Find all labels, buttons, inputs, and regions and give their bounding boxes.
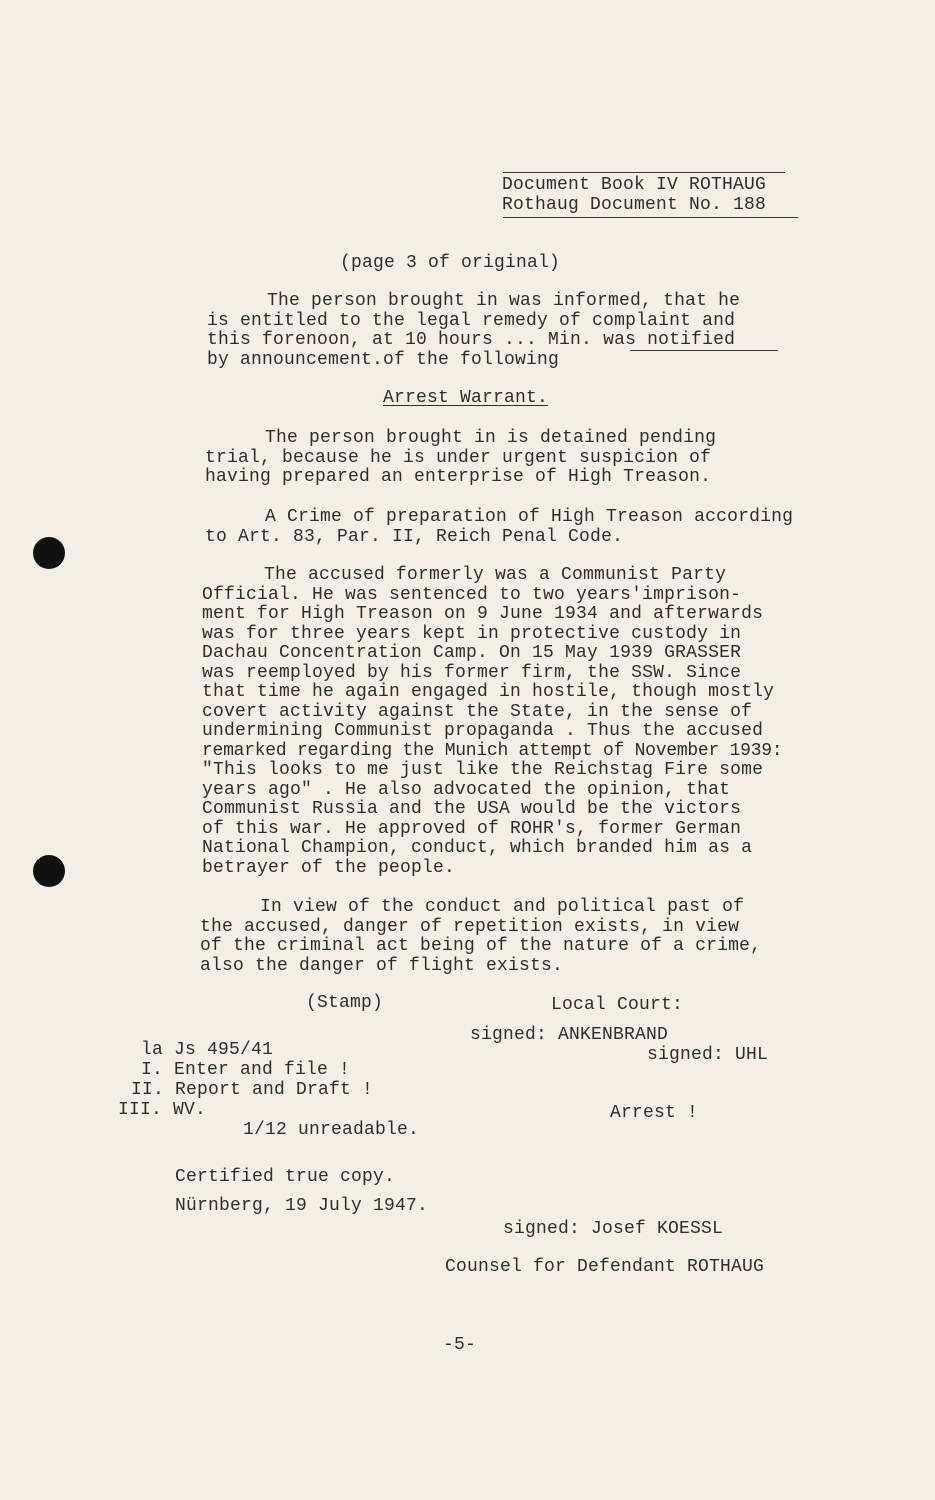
header-document-number: Rothaug Document No. 188 (502, 195, 767, 215)
certified-true-copy: Certified true copy. (175, 1167, 396, 1187)
text-line: The person brought in was informed, that he (267, 291, 741, 311)
paragraph-complaint-notice (207, 292, 740, 370)
text-line: this forenoon, at 10 hours ... Min. was notified (207, 330, 736, 350)
header-top-rule (503, 172, 785, 173)
text-line: having prepared an enterprise of High Treason. (205, 467, 712, 487)
arrest-warrant-heading: Arrest Warrant. (383, 388, 549, 408)
paragraph-danger (200, 898, 761, 976)
text-line: was reemployed by his former firm, the SSW. Since (202, 662, 742, 683)
unreadable-note: 1/12 unreadable. (243, 1120, 420, 1140)
punch-hole-bottom (33, 855, 65, 887)
text-line: Dachau Concentration Camp. On 15 May 1939 GRASSER (202, 643, 742, 663)
text-line: The accused formerly was a Communist Party (264, 565, 727, 585)
arrest-note: Arrest ! (610, 1103, 699, 1123)
text-line: A Crime of preparation of High Treason according (265, 507, 794, 527)
text-line: Official. He was sentenced to two years'imprison- (202, 584, 742, 605)
page-reference: (page 3 of original) (340, 253, 561, 273)
text-line: covert activity against the State, in the sense of (202, 701, 753, 722)
local-court-label: Local Court: (551, 995, 684, 1015)
text-line: betrayer of the people. (202, 857, 456, 878)
text-line: that time he again engaged in hostile, though mostly (202, 682, 775, 702)
signature-koessl: signed: Josef KOESSL (503, 1219, 724, 1239)
punch-hole-top (33, 537, 65, 569)
instruction-3: III. WV. (118, 1100, 207, 1120)
stamp-label: (Stamp) (306, 993, 384, 1013)
instruction-1: I. Enter and file ! (141, 1060, 351, 1080)
text-line: undermining Communist propaganda . Thus the accused (202, 721, 764, 741)
text-line: "This looks to me just like the Reichstag Fire some (202, 760, 764, 780)
signature-ankenbrand: signed: ANKENBRAND (470, 1025, 669, 1045)
paragraph-detention (205, 429, 716, 488)
header-bottom-rule (503, 217, 798, 218)
paragraph-accused-history (202, 566, 782, 878)
header-document-book: Document Book IV ROTHAUG (502, 175, 767, 195)
text-line: Communist Russia and the USA would be the victors (202, 799, 742, 819)
counsel-line: Counsel for Defendant ROTHAUG (445, 1257, 765, 1277)
file-number: la Js 495/41 (141, 1040, 274, 1060)
text-line: years ago" . He also advocated the opinion, that (202, 779, 731, 800)
text-line: also the danger of flight exists. (200, 955, 564, 976)
text-line: The person brought in is detained pending (265, 428, 717, 448)
text-line: ment for High Treason on 9 June 1934 and afterwards (202, 604, 764, 624)
text-line: was for three years kept in protective custody in (202, 623, 742, 644)
paragraph-crime (205, 508, 793, 547)
text-line: remarked regarding the Munich attempt of November 1939: (202, 740, 783, 761)
text-line: is entitled to the legal remedy of complaint and (207, 310, 736, 331)
text-line: National Champion, conduct, which branded him as a (202, 838, 753, 858)
text-line: of the criminal act being of the nature of a crime, (200, 936, 762, 956)
text-line: of this war. He approved of ROHR's, former German (202, 818, 742, 839)
place-and-date: Nürnberg, 19 July 1947. (175, 1196, 429, 1216)
notified-underline (630, 350, 778, 351)
text-line: by announcement.of the following (207, 349, 560, 370)
text-line: In view of the conduct and political past of (260, 897, 745, 917)
instruction-2: II. Report and Draft ! (131, 1080, 374, 1100)
signature-uhl: signed: UHL (647, 1045, 769, 1065)
text-line: trial, because he is under urgent suspicion of (205, 447, 712, 468)
page-number: -5- (443, 1335, 477, 1355)
text-line: to Art. 83, Par. II, Reich Penal Code. (205, 526, 624, 547)
text-line: the accused, danger of repetition exists, in view (200, 916, 740, 937)
